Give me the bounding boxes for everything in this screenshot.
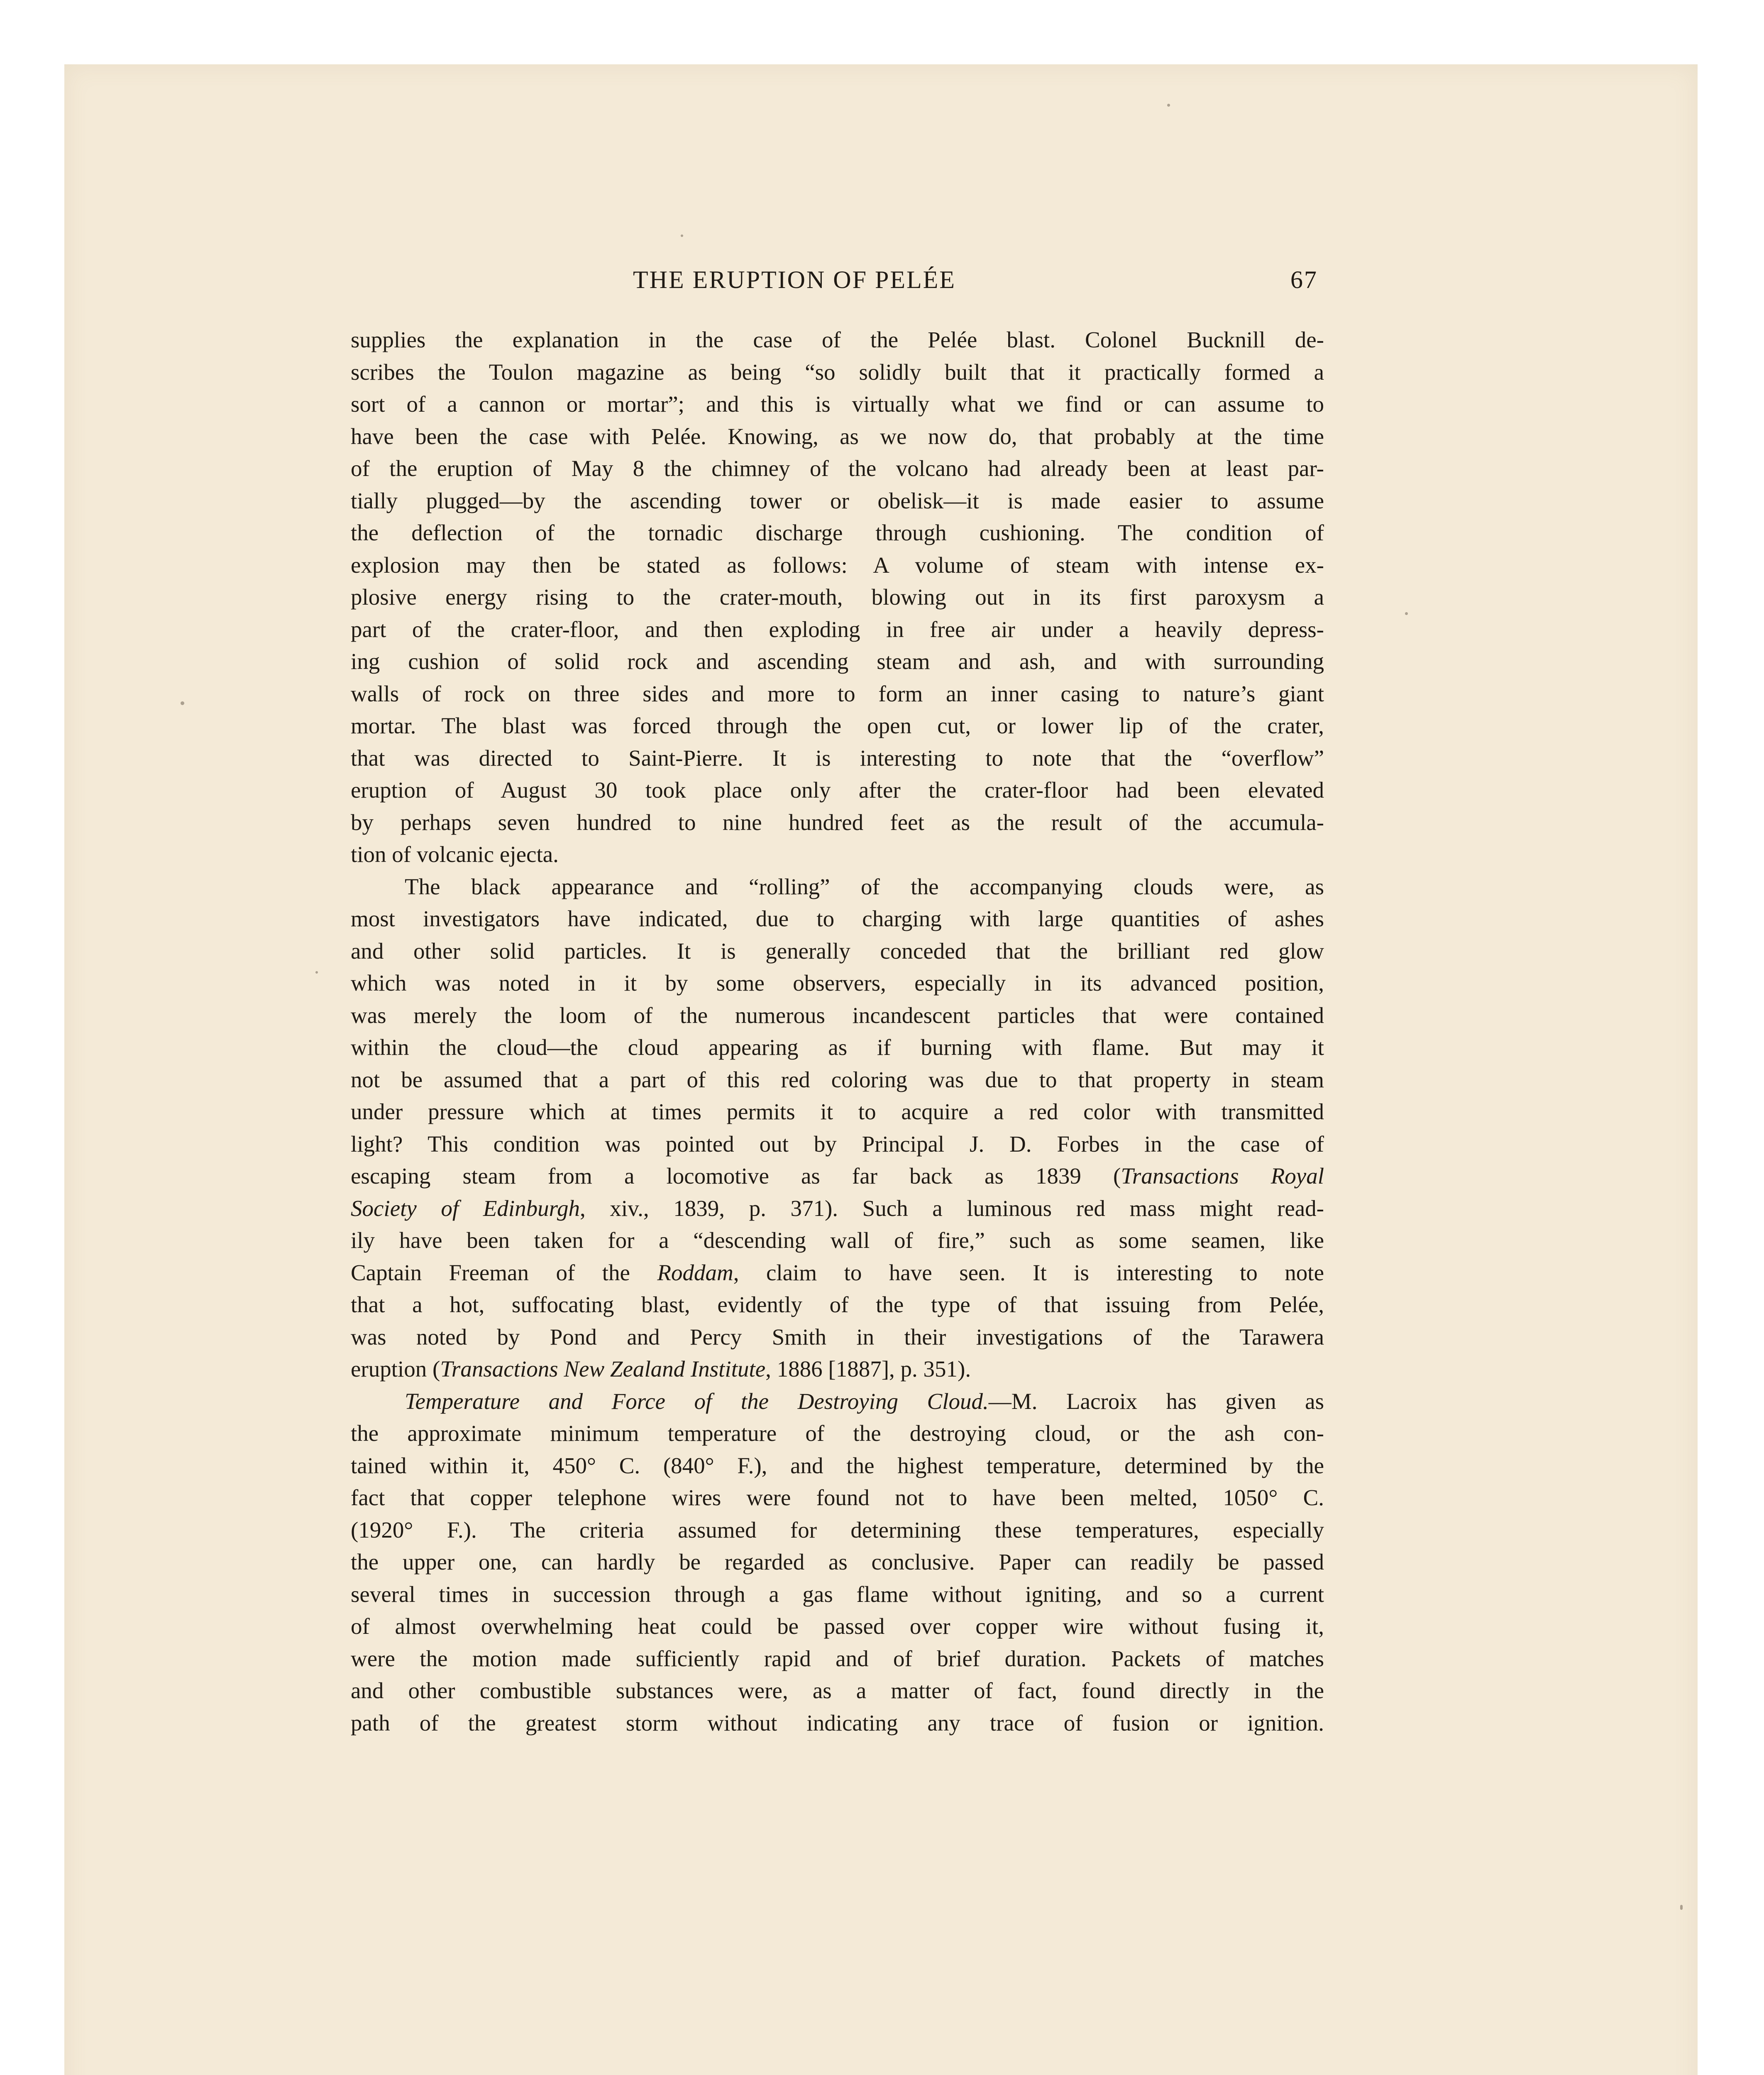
text-line: ing cushion of solid rock and ascending steam and ash, and with surrounding xyxy=(351,649,1324,674)
text-segment: , 1886 [1887], p. 351). xyxy=(765,1356,971,1382)
text-line xyxy=(351,1353,1324,1385)
running-head: THE ERUPTION OF PELÉE xyxy=(633,266,956,293)
paragraph xyxy=(351,871,1324,1385)
page-header xyxy=(351,266,1326,299)
text-line: which was noted in it by some observers, especially in its advanced position, xyxy=(351,970,1324,996)
text-line: sort of a cannon or mortar”; and this is virtually what we find or can assume to xyxy=(351,391,1324,417)
paper-speck xyxy=(1680,1905,1683,1910)
text-line: walls of rock on three sides and more to form an inner casing to nature’s giant xyxy=(351,681,1324,706)
text-line: several times in succession through a gas flame without igniting, and so a current xyxy=(351,1581,1324,1607)
text-segment: —M. Lacroix has given as xyxy=(988,1388,1324,1414)
text-line: the upper one, can hardly be regarded as conclusive. Paper can readily be passed xyxy=(351,1549,1324,1575)
text-line: not be assumed that a part of this red coloring was due to that property in steam xyxy=(351,1067,1324,1092)
text-line: and other combustible substances were, as a matter of fact, found directly in the xyxy=(351,1678,1324,1703)
text-line: tion of volcanic ejecta. xyxy=(351,842,559,867)
text-line: the approximate minimum temperature of the destroying cloud, or the ash con- xyxy=(351,1421,1324,1446)
text-segment: , claim to have seen. It is interesting to note xyxy=(733,1260,1324,1285)
text-line: under pressure which at times permits it to acquire a red color with transmitted xyxy=(351,1099,1324,1124)
text-line: by perhaps seven hundred to nine hundred feet as the result of the accumula- xyxy=(351,809,1324,835)
text-line: that was directed to Saint-Pierre. It is interesting to note that the “overflow” xyxy=(351,745,1324,771)
page-number: 67 xyxy=(1290,266,1318,293)
text-line: explosion may then be stated as follows: A volume of steam with intense ex- xyxy=(351,552,1324,578)
text-line: was merely the loom of the numerous incandescent particles that were contained xyxy=(351,1002,1324,1028)
text-line: within the cloud—the cloud appearing as if burning with flame. But may it xyxy=(351,1035,1324,1060)
text-line: was noted by Pond and Percy Smith in their investigations of the Tarawera xyxy=(351,1324,1324,1350)
text-line: ily have been taken for a “descending wall of fire,” such as some seamen, like xyxy=(351,1228,1324,1253)
paper-speck xyxy=(181,701,184,705)
text-segment: escaping steam from a locomotive as far back as 1839 ( xyxy=(351,1163,1121,1189)
text-line: most investigators have indicated, due to charging with large quantities of ashes xyxy=(351,906,1324,931)
text-line: eruption of August 30 took place only after the crater-floor had been elevated xyxy=(351,777,1324,803)
text-line: of the eruption of May 8 the chimney of the volcano had already been at least par- xyxy=(351,456,1324,481)
text-line: fact that copper telephone wires were found not to have been melted, 1050° C. xyxy=(351,1485,1324,1510)
section-heading: Temperature and Force of the Destroying Cloud. xyxy=(405,1388,989,1414)
paragraph xyxy=(351,324,1324,871)
text-line: and other solid particles. It is generally conceded that the brilliant red glow xyxy=(351,938,1324,964)
text-line: The black appearance and “rolling” of the accompanying clouds were, as xyxy=(405,874,1324,899)
paragraph xyxy=(351,1385,1324,1739)
paper-speck xyxy=(315,971,318,974)
text-line: supplies the explanation in the case of the Pelée blast. Colonel Bucknill de- xyxy=(351,327,1324,352)
text-line: that a hot, suffocating blast, evidently of the type of that issuing from Pelée, xyxy=(351,1292,1324,1317)
text-line: of almost overwhelming heat could be passed over copper wire without fusing it, xyxy=(351,1614,1324,1639)
body-text xyxy=(351,324,1324,1739)
text-segment: Captain Freeman of the xyxy=(351,1260,657,1285)
text-line: mortar. The blast was forced through the open cut, or lower lip of the crater, xyxy=(351,713,1324,738)
italic-citation: Society of Edinburgh xyxy=(351,1195,580,1221)
text-line: have been the case with Pelée. Knowing, as we now do, that probably at the time xyxy=(351,423,1324,449)
italic-citation: Transactions New Zealand Institute xyxy=(440,1356,766,1382)
text-line: tially plugged—by the ascending tower or obelisk—it is made easier to assume xyxy=(351,488,1324,513)
text-line: plosive energy rising to the crater-mouth, blowing out in its first paroxysm a xyxy=(351,584,1324,610)
text-line: (1920° F.). The criteria assumed for determining these temperatures, especially xyxy=(351,1517,1324,1543)
text-line: were the motion made sufficiently rapid and of brief duration. Packets of matches xyxy=(351,1645,1324,1671)
text-segment: eruption ( xyxy=(351,1356,440,1382)
text-segment: , xiv., 1839, p. 371). Such a luminous red mass might read- xyxy=(580,1195,1324,1221)
text-line: scribes the Toulon magazine as being “so solidly built that it practically formed a xyxy=(351,359,1324,385)
paper-speck xyxy=(681,234,683,237)
text-line: part of the crater-floor, and then exploding in free air under a heavily depress- xyxy=(351,616,1324,642)
italic-ship-name: Roddam xyxy=(657,1260,733,1285)
text-line: light? This condition was pointed out by Principal J. D. Forbes in the case of xyxy=(351,1131,1324,1157)
text-line: the deflection of the tornadic discharge through cushioning. The condition of xyxy=(351,520,1324,545)
paper-speck xyxy=(1167,104,1170,107)
text-line xyxy=(351,1257,1324,1289)
text-line: tained within it, 450° C. (840° F.), and the highest temperature, determined by the xyxy=(351,1452,1324,1478)
text-line xyxy=(351,1160,1324,1192)
italic-citation: Transactions Royal xyxy=(1121,1163,1324,1189)
text-line: path of the greatest storm without indicating any trace of fusion or ignition. xyxy=(351,1710,1324,1736)
text-line xyxy=(351,1192,1324,1225)
text-line xyxy=(351,1385,1324,1418)
paper-speck xyxy=(1405,612,1408,615)
